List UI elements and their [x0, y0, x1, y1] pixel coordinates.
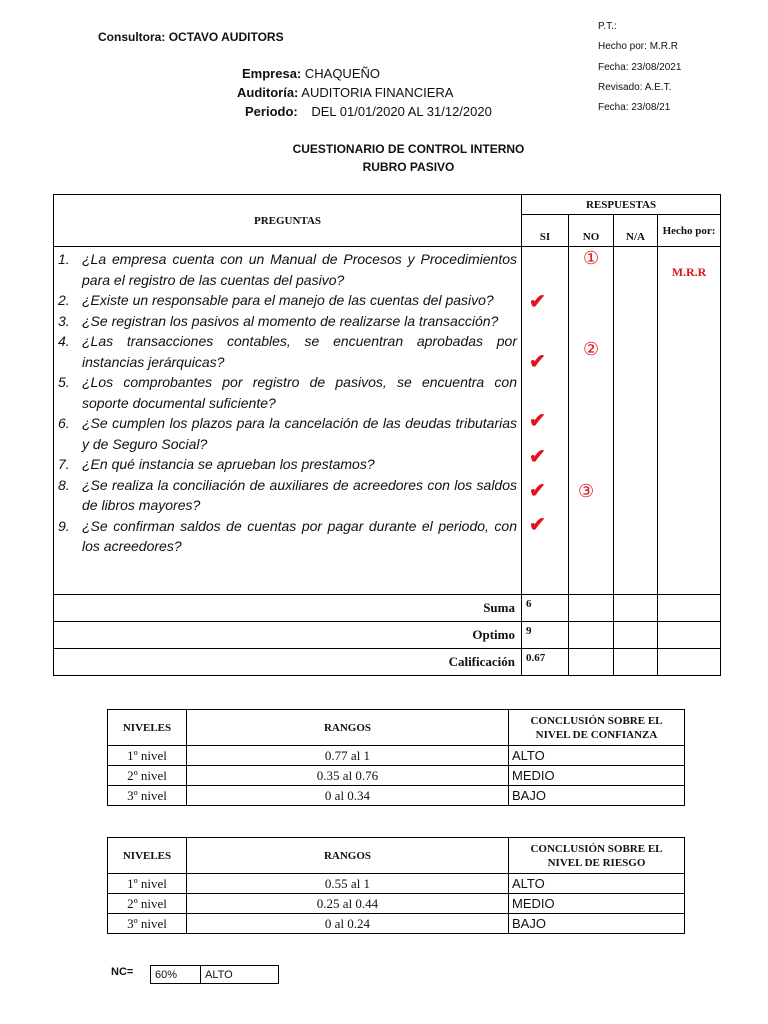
question-item: 5. ¿Los comprobantes por registro de pasivos, se encuentra con soporte documental suficiente? [58, 374, 517, 411]
empresa-line [242, 66, 380, 81]
empty-cell [614, 595, 658, 622]
nivel-cell: 2º nivel [108, 894, 187, 914]
revisado: Revisado: A.E.T. [598, 82, 672, 93]
doc-title-line1: CUESTIONARIO DE CONTROL INTERNO [292, 142, 525, 156]
check-icon: ✔ [529, 480, 546, 502]
confianza-levels-table [107, 709, 685, 806]
table-row [108, 894, 685, 914]
check-icon: ✔ [529, 291, 546, 313]
rango-cell: 0 al 0.34 [187, 786, 509, 806]
nc-label: NC= [111, 966, 134, 978]
nc-level: ALTO [200, 965, 279, 984]
rangos-header: RANGOS [187, 710, 509, 746]
empty-cell [569, 649, 614, 676]
question-item: 4. ¿Las transacciones contables, se encuentran aprobadas por instancias jerárquicas? [58, 333, 517, 370]
calificacion-label: Calificación [54, 649, 522, 676]
suma-label: Suma [54, 595, 522, 622]
table-row [108, 914, 685, 934]
questions-cell [54, 247, 522, 595]
optimo-value: 9 [522, 622, 569, 649]
check-icon: ✔ [529, 410, 546, 432]
question-list [54, 247, 521, 559]
periodo-line [245, 104, 492, 119]
auditoria-line [237, 85, 453, 100]
conclusion-cell: MEDIO [509, 766, 685, 786]
circled-three-icon: ③ [578, 481, 595, 501]
hecho-value: M.R.R [671, 265, 707, 279]
table-row [108, 766, 685, 786]
check-icon: ✔ [529, 351, 546, 373]
circled-two-icon: ② [583, 339, 600, 359]
auditoria-value: AUDITORIA FINANCIERA [301, 85, 454, 100]
conclusion-cell: BAJO [509, 786, 685, 806]
nivel-cell: 3º nivel [108, 786, 187, 806]
riesgo-levels-table [107, 837, 685, 934]
col-preguntas-header: PREGUNTAS [54, 195, 522, 247]
niveles-header: NIVELES [108, 710, 187, 746]
question-item: 9. ¿Se confirman saldos de cuentas por pagar durante el periodo, con los acreedores? [58, 517, 517, 554]
hecho-cell [658, 247, 721, 595]
empty-cell [658, 595, 721, 622]
doc-title-line2: RUBRO PASIVO [362, 160, 455, 174]
conclusion-cell: BAJO [509, 914, 685, 934]
niveles-header: NIVELES [108, 838, 187, 874]
periodo-label: Periodo: [245, 104, 298, 119]
rangos-header: RANGOS [187, 838, 509, 874]
conclusion-header: CONCLUSIÓN SOBRE EL NIVEL DE CONFIANZA [509, 710, 685, 746]
check-icon: ✔ [529, 514, 546, 536]
table-row [108, 746, 685, 766]
empresa-value: CHAQUEÑO [304, 66, 380, 81]
question-item: 3. ¿Se registran los pasivos al momento de realizarse la transacción? [58, 312, 499, 329]
empty-cell [658, 622, 721, 649]
consultora-value: OCTAVO AUDITORS [168, 30, 284, 44]
suma-value: 6 [522, 595, 569, 622]
col-hecho-header: Hecho por: [658, 215, 721, 247]
empresa-label: Empresa: [242, 66, 302, 81]
col-no-header: NO [569, 215, 614, 247]
consultora-label: Consultora: [98, 30, 166, 44]
check-icon: ✔ [529, 446, 546, 468]
questionnaire-table [53, 194, 721, 676]
nivel-cell: 1º nivel [108, 874, 187, 894]
pt-ref: P.T.: [598, 21, 617, 32]
conclusion-cell: MEDIO [509, 894, 685, 914]
question-item: 8. ¿Se realiza la conciliación de auxiliares de acreedores con los saldos de libros mayores? [58, 476, 517, 513]
nivel-cell: 3º nivel [108, 914, 187, 934]
table-row [108, 874, 685, 894]
question-item: 6. ¿Se cumplen los plazos para la cancelación de las deudas tributarias y de Seguro Social? [58, 415, 517, 452]
col-na-header: N/A [614, 215, 658, 247]
rango-cell: 0 al 0.24 [187, 914, 509, 934]
nc-value: 60% [150, 965, 201, 984]
na-answers-cell [614, 247, 658, 595]
table-row [108, 786, 685, 806]
fecha-1: Fecha: 23/08/2021 [598, 62, 682, 73]
periodo-value: DEL 01/01/2020 AL 31/12/2020 [311, 104, 492, 119]
col-respuestas-header: RESPUESTAS [522, 195, 721, 215]
question-item: 7. ¿En qué instancia se aprueban los prestamos? [58, 456, 375, 472]
hecho-por: Hecho por: M.R.R [598, 41, 679, 52]
empty-cell [614, 622, 658, 649]
conclusion-cell: ALTO [509, 874, 685, 894]
no-answers-cell [569, 247, 614, 595]
rango-cell: 0.35 al 0.76 [187, 766, 509, 786]
nivel-cell: 2º nivel [108, 766, 187, 786]
conclusion-header: CONCLUSIÓN SOBRE EL NIVEL DE RIESGO [509, 838, 685, 874]
conclusion-cell: ALTO [509, 746, 685, 766]
optimo-label: Optimo [54, 622, 522, 649]
empty-cell [569, 622, 614, 649]
nivel-cell: 1º nivel [108, 746, 187, 766]
empty-cell [658, 649, 721, 676]
circled-one-icon: ① [583, 248, 600, 268]
question-item: 1. ¿La empresa cuenta con un Manual de Procesos y Procedimientos para el registro de las cuentas del pasivo? [58, 251, 517, 288]
rango-cell: 0.55 al 1 [187, 874, 509, 894]
consultora-line [98, 30, 284, 44]
rango-cell: 0.77 al 1 [187, 746, 509, 766]
empty-cell [569, 595, 614, 622]
col-si-header: SI [522, 215, 569, 247]
fecha-2: Fecha: 23/08/21 [598, 102, 671, 113]
auditoria-label: Auditoría: [237, 85, 299, 100]
calificacion-value: 0.67 [522, 649, 569, 676]
rango-cell: 0.25 al 0.44 [187, 894, 509, 914]
question-item: 2. ¿Existe un responsable para el manejo de las cuentas del pasivo? [58, 292, 494, 308]
empty-cell [614, 649, 658, 676]
